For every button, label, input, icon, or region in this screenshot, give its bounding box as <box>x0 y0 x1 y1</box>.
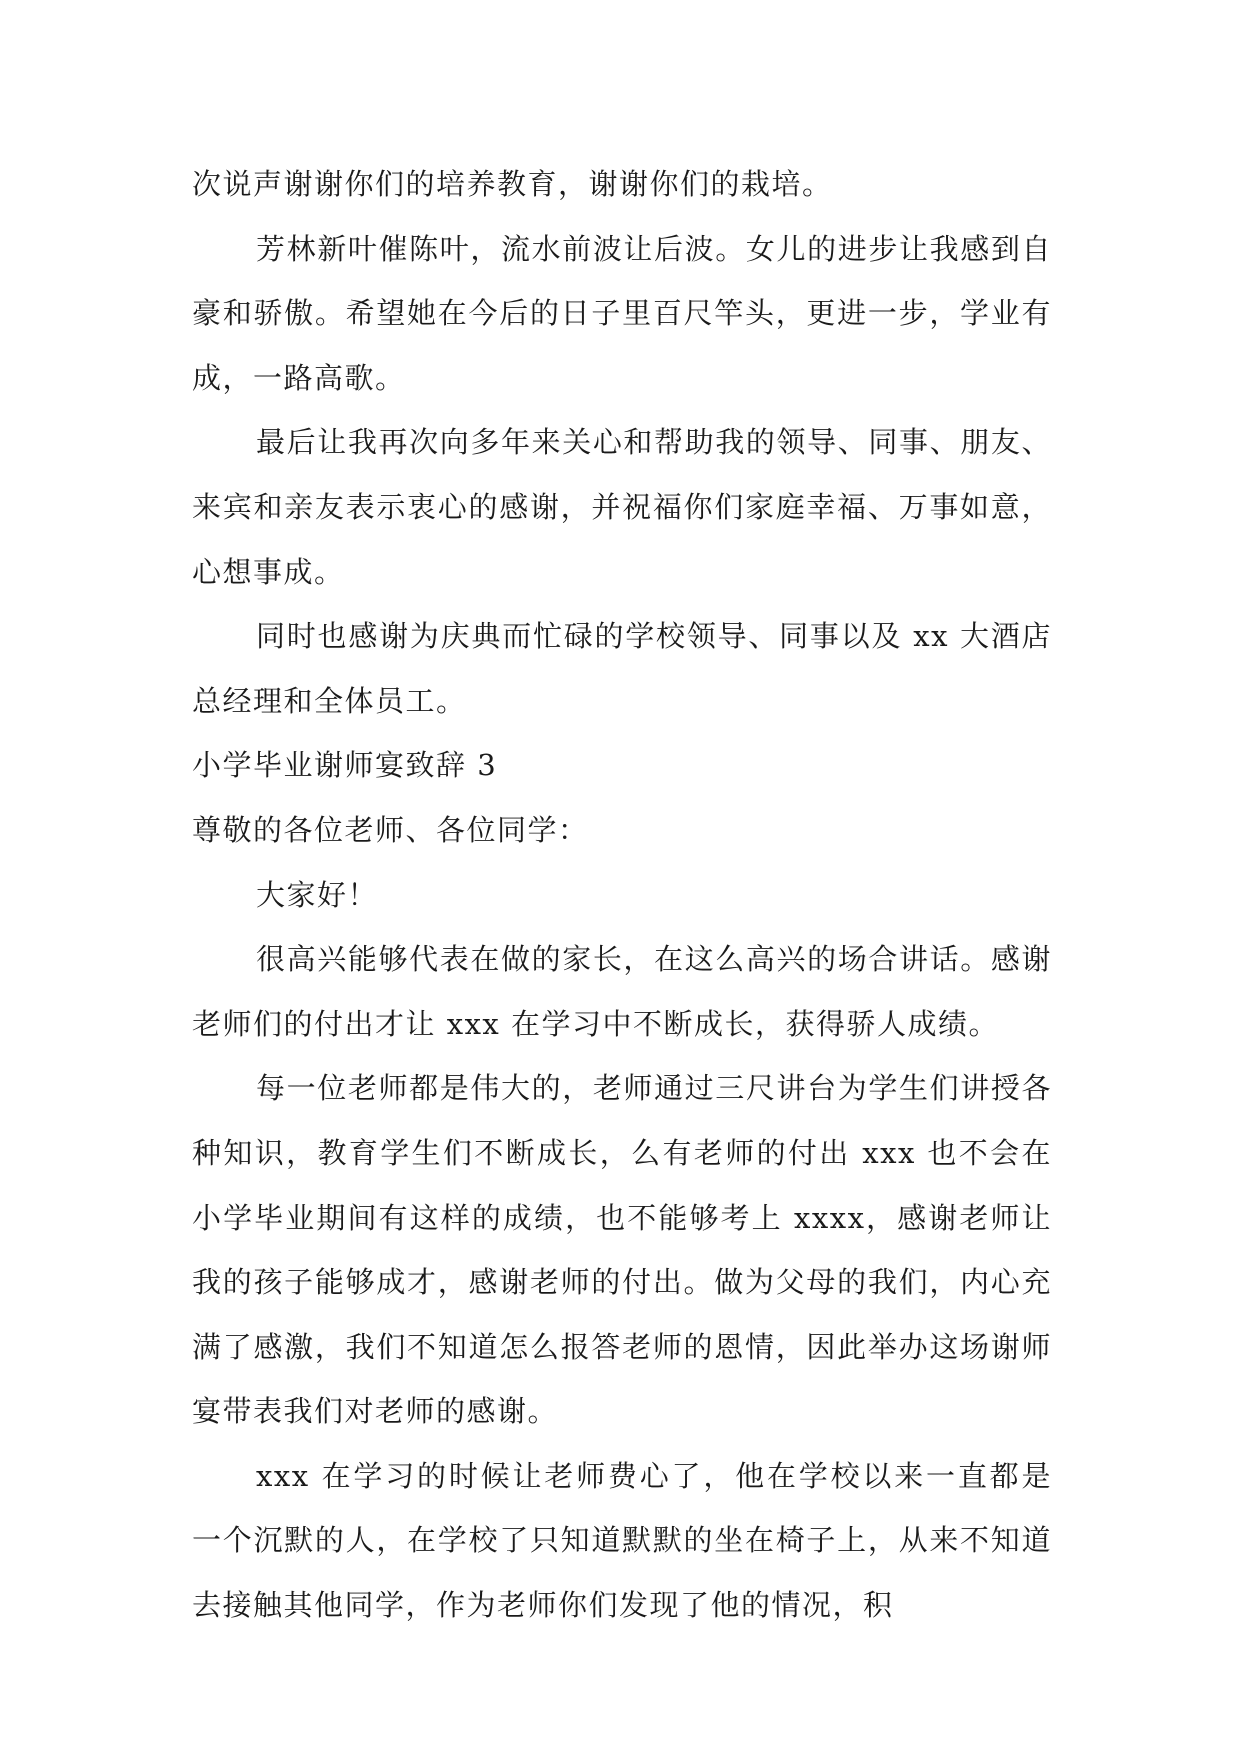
paragraph-3: 最后让我再次向多年来关心和帮助我的领导、同事、朋友、来宾和亲友表示衷心的感谢，并祝福你们家庭幸福、万事如意，心想事成。 <box>192 425 1052 589</box>
section-title: 小学毕业谢师宴致辞 3 <box>192 748 498 783</box>
document-body <box>192 152 1052 1638</box>
salutation: 尊敬的各位老师、各位同学： <box>192 812 589 847</box>
paragraph-1: 次说声谢谢你们的培养教育，谢谢你们的栽培。 <box>192 167 833 201</box>
paragraph-7: xxx 在学习的时候让老师费心了，他在学校以来一直都是一个沉默的人，在学校了只知道默默的坐在椅子上，从来不知道去接触其他同学，作为老师你们发现了他的情况，积 <box>192 1458 1052 1623</box>
paragraph-2: 芳林新叶催陈叶，流水前波让后波。女儿的进步让我感到自豪和骄傲。希望她在今后的日子里百尺竿头，更进一步，学业有成，一路高歌。 <box>192 231 1052 395</box>
greeting: 大家好！ <box>256 877 379 912</box>
paragraph-6: 每一位老师都是伟大的，老师通过三尺讲台为学生们讲授各种知识，教育学生们不断成长，么有老师的付出 xxx 也不会在小学毕业期间有这样的成绩，也不能够考上 xxxx，感谢老师让我的孩子能够成才，感谢老师的付出。做为父母的我们，内心充满了感激，我们不知道怎么报答老师的恩情，因此举办这场谢师宴带表我们对老师的感谢。 <box>192 1071 1052 1429</box>
paragraph-4: 同时也感谢为庆典而忙碌的学校领导、同事以及 xx 大酒店总经理和全体员工。 <box>192 619 1052 718</box>
paragraph-5: 很高兴能够代表在做的家长，在这么高兴的场合讲话。感谢老师们的付出才让 xxx 在学习中不断成长，获得骄人成绩。 <box>192 942 1052 1041</box>
